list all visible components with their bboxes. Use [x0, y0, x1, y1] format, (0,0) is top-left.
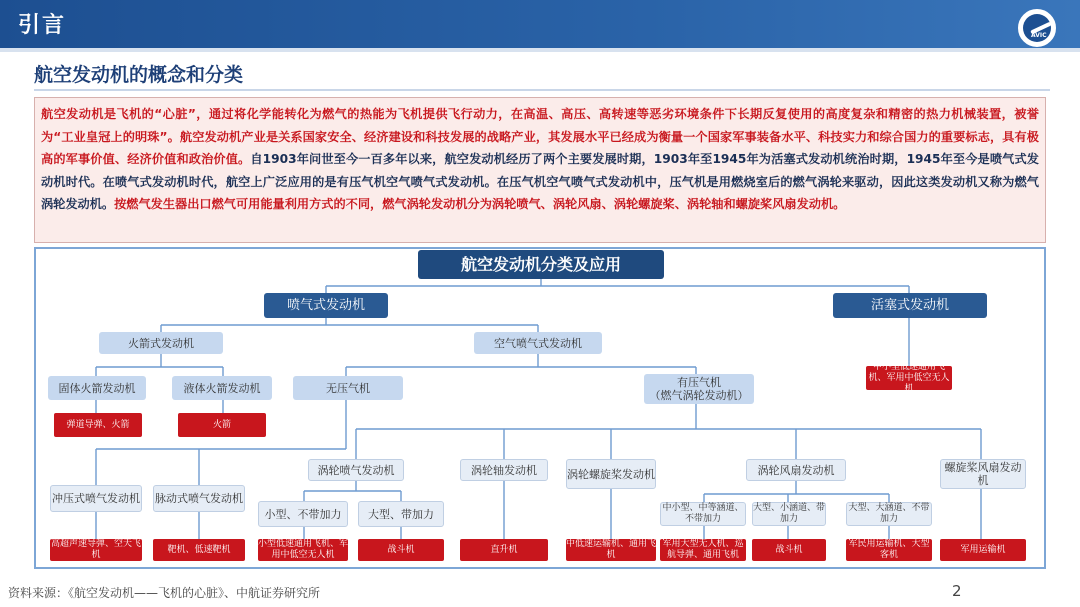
intro-red-text: 航空发动机是飞机的“心脏”，通过将化学能转化为燃气的热能为飞机提供飞行动力，在高温、高压、高转速等恶劣环境条件下长期反复使用的高度复杂和精密的热力机械装置，被誉为“工业皇冠上的明珠”。航空发动机产业是关系国家安全、经济建设和科技发展的战略产业，其发展水平已经成为衡量一个国家军事装备水平、科技实力和综合国力的重要标志，具有极高的军事价值、经济价值和政治价值。 — [41, 107, 1039, 167]
piston-engine-node: 活塞式发动机 — [833, 293, 987, 318]
piston-use-node: 中小型低速通用飞机、军用中低空无人机 — [866, 366, 952, 390]
rocket-engine-node: 火箭式发动机 — [99, 332, 223, 354]
liquid-rocket-use: 火箭 — [178, 413, 266, 437]
solid-rocket-node: 固体火箭发动机 — [48, 376, 146, 400]
header-divider — [0, 48, 1080, 52]
turboprop-use: 中低速运输机、通用飞机 — [566, 539, 657, 560]
turbofan-mid-use: 军用大型无人机、巡航导弹、通用飞机 — [660, 539, 746, 561]
turbofan-mid-node: 中小型、中等涵道、不带加力 — [660, 502, 746, 526]
logo-text: AVIC — [1031, 32, 1047, 39]
intro-red-tail: 按燃气发生器出口燃气可用能量利用方式的不同，燃气涡轮发动机分为涡轮喷气、涡轮风扇、涡轮螺旋桨、涡轮轴和螺旋桨风扇发动机。 — [114, 197, 846, 212]
propfan-node: 螺旋桨风扇发动机 — [940, 459, 1026, 489]
pulsejet-node: 脉动式喷气发动机 — [153, 485, 245, 512]
solid-rocket-use: 弹道导弹、火箭 — [54, 413, 142, 437]
turboprop-node: 涡轮螺旋桨发动机 — [566, 459, 656, 489]
no-compressor-node: 无压气机 — [293, 376, 403, 400]
pulsejet-use: 靶机、低速靶机 — [153, 539, 245, 561]
turbojet-large-use: 战斗机 — [358, 539, 444, 561]
turbojet-large-node: 大型、带加力 — [358, 501, 444, 527]
avic-logo — [1018, 9, 1056, 47]
classification-diagram — [34, 247, 1046, 569]
turbofan-small-bypass-node: 大型、小涵道、带加力 — [753, 503, 826, 524]
turbojet-small-node: 小型、不带加力 — [258, 501, 348, 527]
source-footnote: 资料来源：《航空发动机——飞机的心脏》、中航证券研究所 — [8, 586, 321, 600]
intro-blue-text: 自1903年问世至今一百多年以来，航空发动机经历了两个主要发展时期，1903年至1945年为活塞式发动机统治时期，1945年至今是喷气式发动机时代。在喷气式发动机时代，航空上广泛应用的是有压气机空气喷气式发动机。在压气机空气喷气式发动机中，压气机是用燃烧室后的燃气涡轮来驱动，因此这类发动机又称为燃气涡轮发动机。 — [41, 152, 1039, 212]
turbofan-small-bypass-use: 战斗机 — [752, 539, 826, 561]
ramjet-node: 冲压式喷气发动机 — [50, 485, 142, 512]
propfan-use: 军用运输机 — [940, 539, 1026, 561]
turbofan-large-bypass-use: 军民用运输机、大型客机 — [846, 539, 932, 561]
with-compressor-node — [644, 374, 754, 404]
jet-engine-node: 喷气式发动机 — [264, 293, 388, 318]
turbofan-large-bypass-node: 大型、大涵道、不带加力 — [846, 502, 932, 526]
turbojet-small-use: 小型低速通用飞机、军用中低空无人机 — [258, 539, 349, 560]
turbojet-node: 涡轮喷气发动机 — [308, 459, 404, 481]
root-node: 航空发动机分类及应用 — [418, 250, 664, 279]
liquid-rocket-node: 液体火箭发动机 — [172, 376, 272, 400]
with-compressor-line1: 有压气机 — [677, 376, 721, 389]
header-title: 引言 — [18, 13, 67, 38]
air-breathing-node: 空气喷气式发动机 — [474, 332, 602, 354]
intro-paragraph — [34, 97, 1046, 243]
header-bar — [0, 0, 1080, 48]
turbofan-node: 涡轮风扇发动机 — [746, 459, 846, 481]
turboshaft-use: 直升机 — [460, 539, 548, 561]
ramjet-use: 高超声速导弹、空天飞机 — [50, 539, 141, 560]
turboshaft-node: 涡轮轴发动机 — [460, 459, 548, 481]
page-number: 2 — [952, 582, 962, 600]
with-compressor-line2: （燃气涡轮发动机） — [649, 389, 749, 402]
logo-circle — [1023, 14, 1051, 42]
section-title: 航空发动机的概念和分类 — [34, 64, 244, 86]
title-underline — [34, 89, 1050, 91]
